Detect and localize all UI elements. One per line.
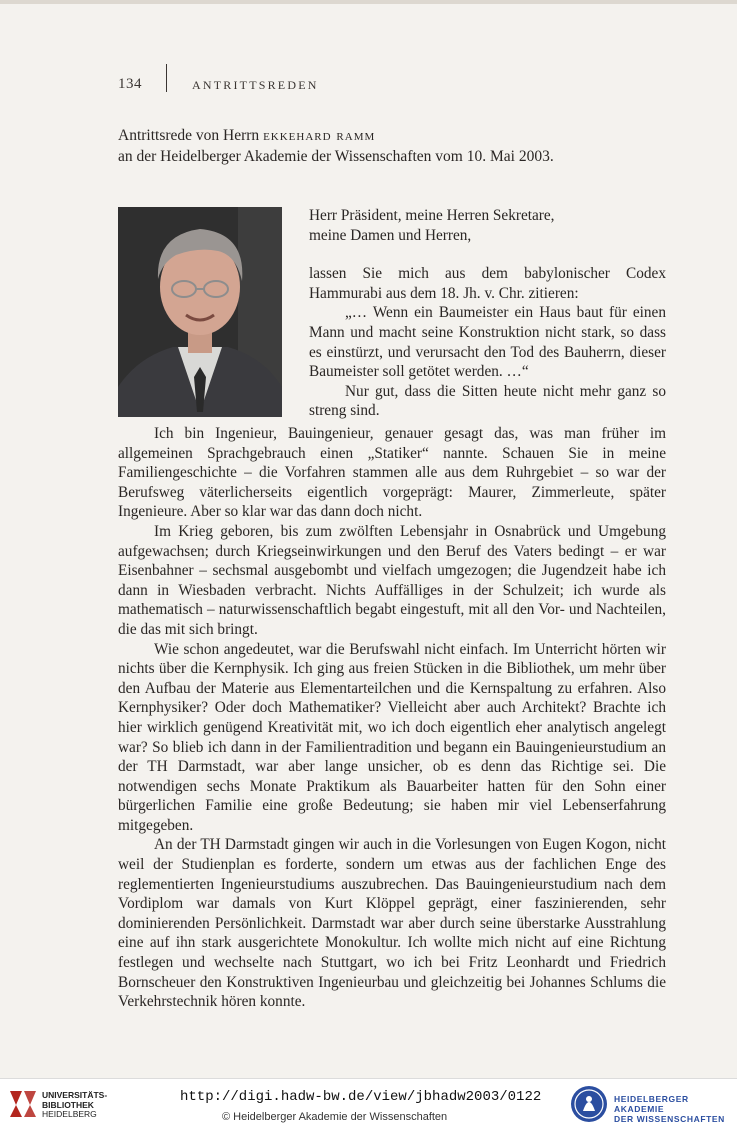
portrait-image	[118, 207, 282, 417]
paragraph-career-choice: Wie schon angedeutet, war die Berufswahl nicht einfach. Im Unterricht hörten wir nichts über die Kernphysik. Ich ging aus freien Stücken in die Bibliothek, um mehr über den Aufbau der Materie aus Elementarteilchen und die Kernspaltung zu erfahren. Also Kernphysiker? Oder doch Mathematiker? Vielleicht aber auch Architekt? Brachte ich hier wirklich genügend Kreativität mit, wo ich doch eigentlich eher analytisch angelegt war? So blieb ich dann in der Familientradition und begann ein Bauingenieurstudium an der TH Darmstadt, war aber lange unsicher, ob es denn das Richtige sei. Die notwendigen sechs Monate Praktikum als Bauarbeiter hatten für den Sohn einer bürgerlichen Familie eine große Bedeutung; sie haben mir viel Lebenserfahrung mitgegeben.	[118, 640, 666, 834]
page-top-edge	[0, 0, 737, 4]
intro-line-2: an der Heidelberger Akademie der Wissenschaften vom 10. Mai 2003.	[118, 148, 554, 165]
speaker-name: ekkehard ramm	[263, 127, 376, 144]
paragraph-darmstadt: An der TH Darmstadt gingen wir auch in die Vorlesungen von Eugen Kogon, nicht weil der Studienplan es forderte, sondern um etwas aus der fachlichen Enge des reglementierten Ingenieurstudiums auszubrechen. Das Bauingenieurstudium nach dem Vordiplom war damals von Kurt Klöppel geprägt, einer faszinierenden, sehr dominierenden Persönlichkeit. Darmstadt war aber durch seine überstarke Ausstrahlung eine auf ihn stark ausgerichtete Monokultur. Ich wollte mich nicht auf eine Richtung festlegen und wechselte nach Stuttgart, wo ich bei Fritz Leonhardt und Friedrich Bornscheuer den Konstruktiven Ingenieurbau und gleichzeitig bei Johannes Schlums die Verkehrstechnik hören konnte.	[118, 836, 666, 1011]
header-separator	[166, 64, 167, 92]
intro-line-1: Antrittsrede von Herrn ekkehard ramm	[118, 127, 376, 144]
main-text	[118, 424, 666, 1012]
speech-intro	[118, 125, 588, 167]
university-library-logo-icon[interactable]	[8, 1087, 38, 1121]
hammurabi-quote: „… Wenn ein Baumeister ein Haus baut für einen Mann und macht seine Konstruktion nicht stark, so dass es einstürzt, und verursacht den Tod des Bauherrn, dieser Baumeister soll getötet werden. …“	[309, 304, 666, 381]
right-column-text	[309, 206, 666, 421]
university-library-name[interactable]: UNIVERSITÄTS- BIBLIOTHEK HEIDELBERG	[42, 1090, 108, 1119]
running-header	[118, 76, 319, 93]
paragraph-engineer: Ich bin Ingenieur, Bauingenieur, genauer gesagt das, was man früher im allgemeinen Sprachgebrauch einen „Statiker“ nannte. Schauen Sie in meine Familiengeschichte – die Vorfahren stammen alle aus dem Ruhrgebiet – so war der Berufsweg väterlicherseits eigentlich vorgeprägt: Maurer, Zimmerleute, später Ingenieure. Aber so klar war das dann doch nicht.	[118, 425, 666, 521]
portrait-photo	[118, 207, 282, 417]
paragraph-codex: lassen Sie mich aus dem babylonischer Codex Hammurabi aus dem 18. Jh. v. Chr. zitieren:	[309, 265, 666, 302]
running-title: ANTRITTSREDEN	[192, 78, 319, 92]
copyright-notice: © Heidelberger Akademie der Wissenschaften	[222, 1111, 448, 1123]
paragraph-childhood: Im Krieg geboren, bis zum zwölften Lebensjahr in Osnabrück und Umgebung aufgewachsen; durch Kriegseinwirkungen und den Beruf des Vaters bedingt – er war Eisenbahner – sechsmal ausgebombt und vielfach umgezogen; die Jugendzeit habe ich dann in Wiesbaden verbracht. Nichts Auffälliges in der Schulzeit; ich wurde als mathematisch – naturwissenschaftlich begabt eingestuft, mit all den Vor- und Nachteilen, die das mit sich bringt.	[118, 522, 666, 638]
page-number: 134	[118, 76, 142, 92]
viewer-footer	[0, 1078, 737, 1130]
document-url-link[interactable]: http://digi.hadw-bw.de/view/jbhadw2003/0122	[180, 1089, 542, 1105]
salutation-line-2: meine Damen und Herren,	[309, 226, 472, 244]
salutation-line-1: Herr Präsident, meine Herren Sekretare,	[309, 207, 555, 224]
academy-name[interactable]: HEIDELBERGER AKADEMIE DER WISSENSCHAFTEN	[614, 1094, 725, 1124]
paragraph-customs: Nur gut, dass die Sitten heute nicht mehr ganz so streng sind.	[309, 382, 666, 420]
academy-seal-icon[interactable]	[570, 1085, 608, 1123]
